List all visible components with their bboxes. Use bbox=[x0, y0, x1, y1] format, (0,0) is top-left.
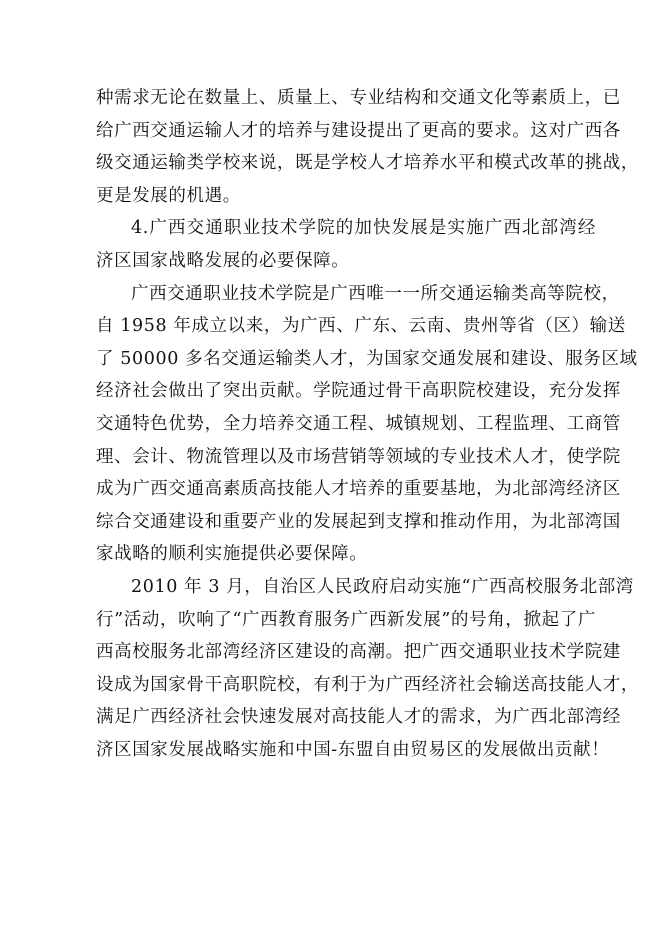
text-line: 经济社会做出了突出贡献。学院通过骨干高职院校建设，充分发挥 bbox=[96, 381, 621, 402]
text-line: 家战略的顺利实施提供必要保障。 bbox=[96, 544, 368, 565]
text-line: 行”活动，吹响了“广西教育服务广西新发展”的号角，掀起了广 bbox=[96, 609, 596, 630]
text-line: 自 1958 年成立以来，为广西、广东、云南、贵州等省（区）输送 bbox=[96, 316, 626, 337]
text-line: 满足广西经济社会快速发展对高技能人才的需求，为广西北部湾经 bbox=[96, 707, 621, 728]
text-line: 广西交通职业技术学院是广西唯一一所交通运输类高等院校， bbox=[131, 283, 620, 304]
text-line: 济区国家发展战略实施和中国-东盟自由贸易区的发展做出贡献！ bbox=[96, 739, 610, 760]
text-line: 2010 年 3 月，自治区人民政府启动实施“广西高校服务北部湾 bbox=[131, 576, 635, 597]
section-heading-line: 济区国家战略发展的必要保障。 bbox=[96, 250, 350, 271]
text-line: 西高校服务北部湾经济区建设的高潮。把广西交通职业技术学院建 bbox=[96, 642, 621, 663]
text-line: 给广西交通运输人才的培养与建设提出了更高的要求。这对广西各 bbox=[96, 120, 621, 141]
text-line: 交通特色优势，全力培养交通工程、城镇规划、工程监理、工商管 bbox=[96, 413, 621, 434]
text-line: 设成为国家骨干高职院校，有利于为广西经济社会输送高技能人才， bbox=[96, 674, 639, 695]
text-line: 级交通运输类学校来说，既是学校人才培养水平和模式改革的挑战， bbox=[96, 153, 639, 174]
text-line: 更是发展的机遇。 bbox=[96, 185, 241, 206]
text-line: 成为广西交通高素质高技能人才培养的重要基地，为北部湾经济区 bbox=[96, 479, 621, 500]
section-heading-line: 4.广西交通职业技术学院的加快发展是实施广西北部湾经 bbox=[131, 218, 596, 239]
text-line: 理、会计、物流管理以及市场营销等领域的专业技术人才，使学院 bbox=[96, 446, 621, 467]
text-line: 种需求无论在数量上、质量上、专业结构和交通文化等素质上，已 bbox=[96, 88, 621, 108]
text-line: 综合交通建设和重要产业的发展起到支撑和推动作用，为北部湾国 bbox=[96, 511, 621, 532]
document-body bbox=[96, 82, 639, 766]
text-line: 了 50000 多名交通运输类人才，为国家交通发展和建设、服务区域 bbox=[96, 348, 638, 369]
